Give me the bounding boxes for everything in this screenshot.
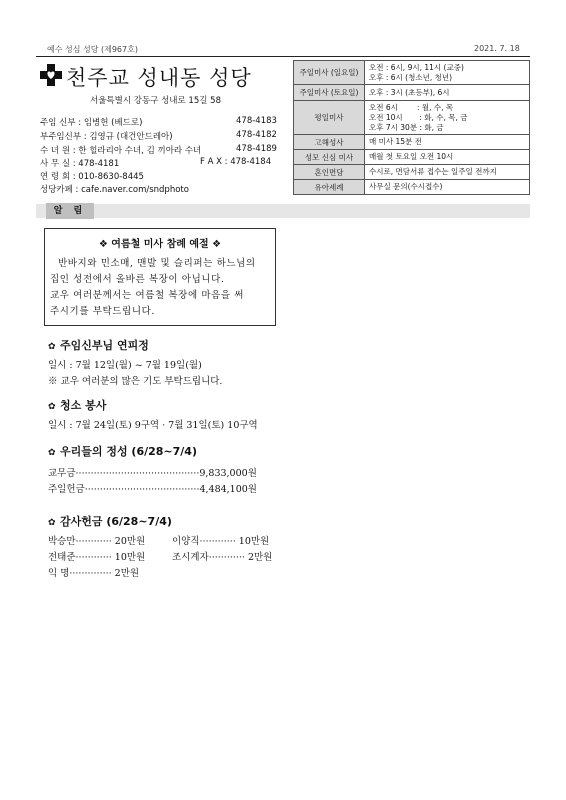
offering-line: 주일헌금······································4,484,100원 bbox=[48, 484, 257, 495]
schedule-line: 매 미사 15분 전 bbox=[369, 137, 422, 146]
thanks-entry: 익 명·············· 2만원 bbox=[48, 568, 140, 579]
schedule-line: 오후 : 3시 (초등부), 6시 bbox=[369, 87, 450, 97]
notice-box-title: ❖ 여름철 미사 참례 예절 ❖ bbox=[98, 239, 222, 250]
notice-band bbox=[36, 204, 530, 218]
schedule-row bbox=[294, 165, 530, 180]
contact-funeral-society: 연 령 회 : 010-8630-8445 bbox=[40, 172, 144, 182]
contact-fax: F A X : 478-4184 bbox=[200, 157, 272, 167]
offering-line: 교무금·········································9,833,000원 bbox=[48, 468, 257, 479]
thanks-entry: 전태준············ 10만원 bbox=[48, 552, 146, 563]
section-thanks-title: ✿ 감사헌금 (6/28~7/4) bbox=[48, 515, 172, 528]
schedule-value bbox=[365, 150, 530, 165]
schedule-row bbox=[294, 61, 530, 85]
contact-pastor-number: 478-4183 bbox=[236, 116, 277, 126]
cleaning-line: 일시 : 7월 24일(토) 9구역 · 7월 31일(토) 10구역 bbox=[48, 420, 258, 431]
schedule-line: 오후 7시 30분 : 화, 금 bbox=[369, 122, 444, 132]
schedule-label: 고해성사 bbox=[294, 135, 365, 150]
header-divider bbox=[36, 56, 530, 57]
schedule-row bbox=[294, 135, 530, 150]
contact-pastor: 주임 신부 : 임병헌 (베드로) bbox=[40, 118, 143, 128]
flower-bullet-icon: ✿ bbox=[48, 402, 56, 412]
issue-date: 2021. 7. 18 bbox=[474, 44, 520, 53]
schedule-row bbox=[294, 85, 530, 101]
contact-convent-number: 478-4189 bbox=[236, 144, 277, 154]
schedule-value bbox=[365, 165, 530, 180]
schedule-line: 수시로, 면담서류 접수는 일주일 전까지 bbox=[369, 167, 497, 176]
schedule-value bbox=[365, 61, 530, 85]
schedule-row bbox=[294, 180, 530, 195]
flower-bullet-icon: ✿ bbox=[48, 342, 56, 352]
schedule-label: 유아세례 bbox=[294, 180, 365, 195]
notice-box-line: 주시기를 부탁드립니다. bbox=[50, 306, 156, 317]
notice-box-line: 교우 여러분께서는 여름철 복장에 마음을 써 bbox=[50, 290, 245, 301]
issue-number: 예수 성심 성당 (제967호) bbox=[47, 45, 138, 54]
notice-box-line: 집인 성전에서 올바른 복장이 아닙니다. bbox=[50, 274, 225, 285]
schedule-label: 평일미사 bbox=[294, 101, 365, 135]
thanks-entry: 조시계자············ 2만원 bbox=[172, 552, 273, 563]
retreat-line: ※ 교우 여러분의 많은 기도 부탁드립니다. bbox=[48, 376, 223, 387]
thanks-entry: 박승만············ 20만원 bbox=[48, 536, 146, 547]
schedule-line: 사무실 문의(수시접수) bbox=[369, 182, 443, 191]
church-logo-icon bbox=[40, 64, 62, 86]
notice-tag: 알 림 bbox=[46, 203, 94, 219]
schedule-value bbox=[365, 85, 530, 101]
contact-convent: 수 녀 원 : 한 힐라리아 수녀, 김 끼아라 수녀 bbox=[40, 146, 202, 156]
schedule-row bbox=[294, 101, 530, 135]
retreat-line: 일시 : 7월 12일(월) ~ 7월 19일(월) bbox=[48, 360, 202, 371]
contact-assistant-number: 478-4182 bbox=[236, 130, 277, 140]
schedule-line: 오전 6시 : 월, 수, 목 bbox=[369, 102, 454, 112]
schedule-line: 오후 : 6시 (청소년, 청년) bbox=[369, 72, 453, 82]
section-retreat-title: ✿ 주임신부님 연피정 bbox=[48, 339, 149, 352]
contact-cafe: 성당카페 : cafe.naver.com/sndphoto bbox=[40, 185, 189, 195]
thanks-entry: 이양직············ 10만원 bbox=[172, 536, 270, 547]
schedule-line: 오전 10시 : 화, 수, 목, 금 bbox=[369, 112, 468, 122]
schedule-label: 혼인면담 bbox=[294, 165, 365, 180]
schedule-row bbox=[294, 150, 530, 165]
schedule-value bbox=[365, 101, 530, 135]
section-offering-title: ✿ 우리들의 정성 (6/28~7/4) bbox=[48, 445, 197, 458]
schedule-value bbox=[365, 180, 530, 195]
contact-assistant-pastor: 부주임신부 : 김영규 (대건안드레아) bbox=[40, 132, 173, 142]
parish-title: 천주교 성내동 성당 bbox=[66, 66, 252, 90]
schedule-line: 매월 첫 토요일 오전 10시 bbox=[369, 152, 454, 161]
schedule-label: 주일미사 (토요일) bbox=[294, 85, 365, 101]
schedule-line: 오전 : 6시, 9시, 11시 (교중) bbox=[369, 62, 464, 72]
contact-office: 사 무 실 : 478-4181 bbox=[40, 159, 120, 169]
schedule-value bbox=[365, 135, 530, 150]
parish-address: 서울특별시 강동구 성내로 15길 58 bbox=[90, 96, 221, 106]
section-cleaning-title: ✿ 청소 봉사 bbox=[48, 399, 107, 412]
schedule-label: 주일미사 (일요일) bbox=[294, 61, 365, 85]
flower-bullet-icon: ✿ bbox=[48, 448, 56, 458]
schedule-label: 성모 신심 미사 bbox=[294, 150, 365, 165]
notice-box-line: 반바지와 민소매, 맨발 및 슬리퍼는 하느님의 bbox=[58, 258, 256, 269]
mass-schedule-table bbox=[293, 60, 530, 195]
flower-bullet-icon: ✿ bbox=[48, 518, 56, 528]
